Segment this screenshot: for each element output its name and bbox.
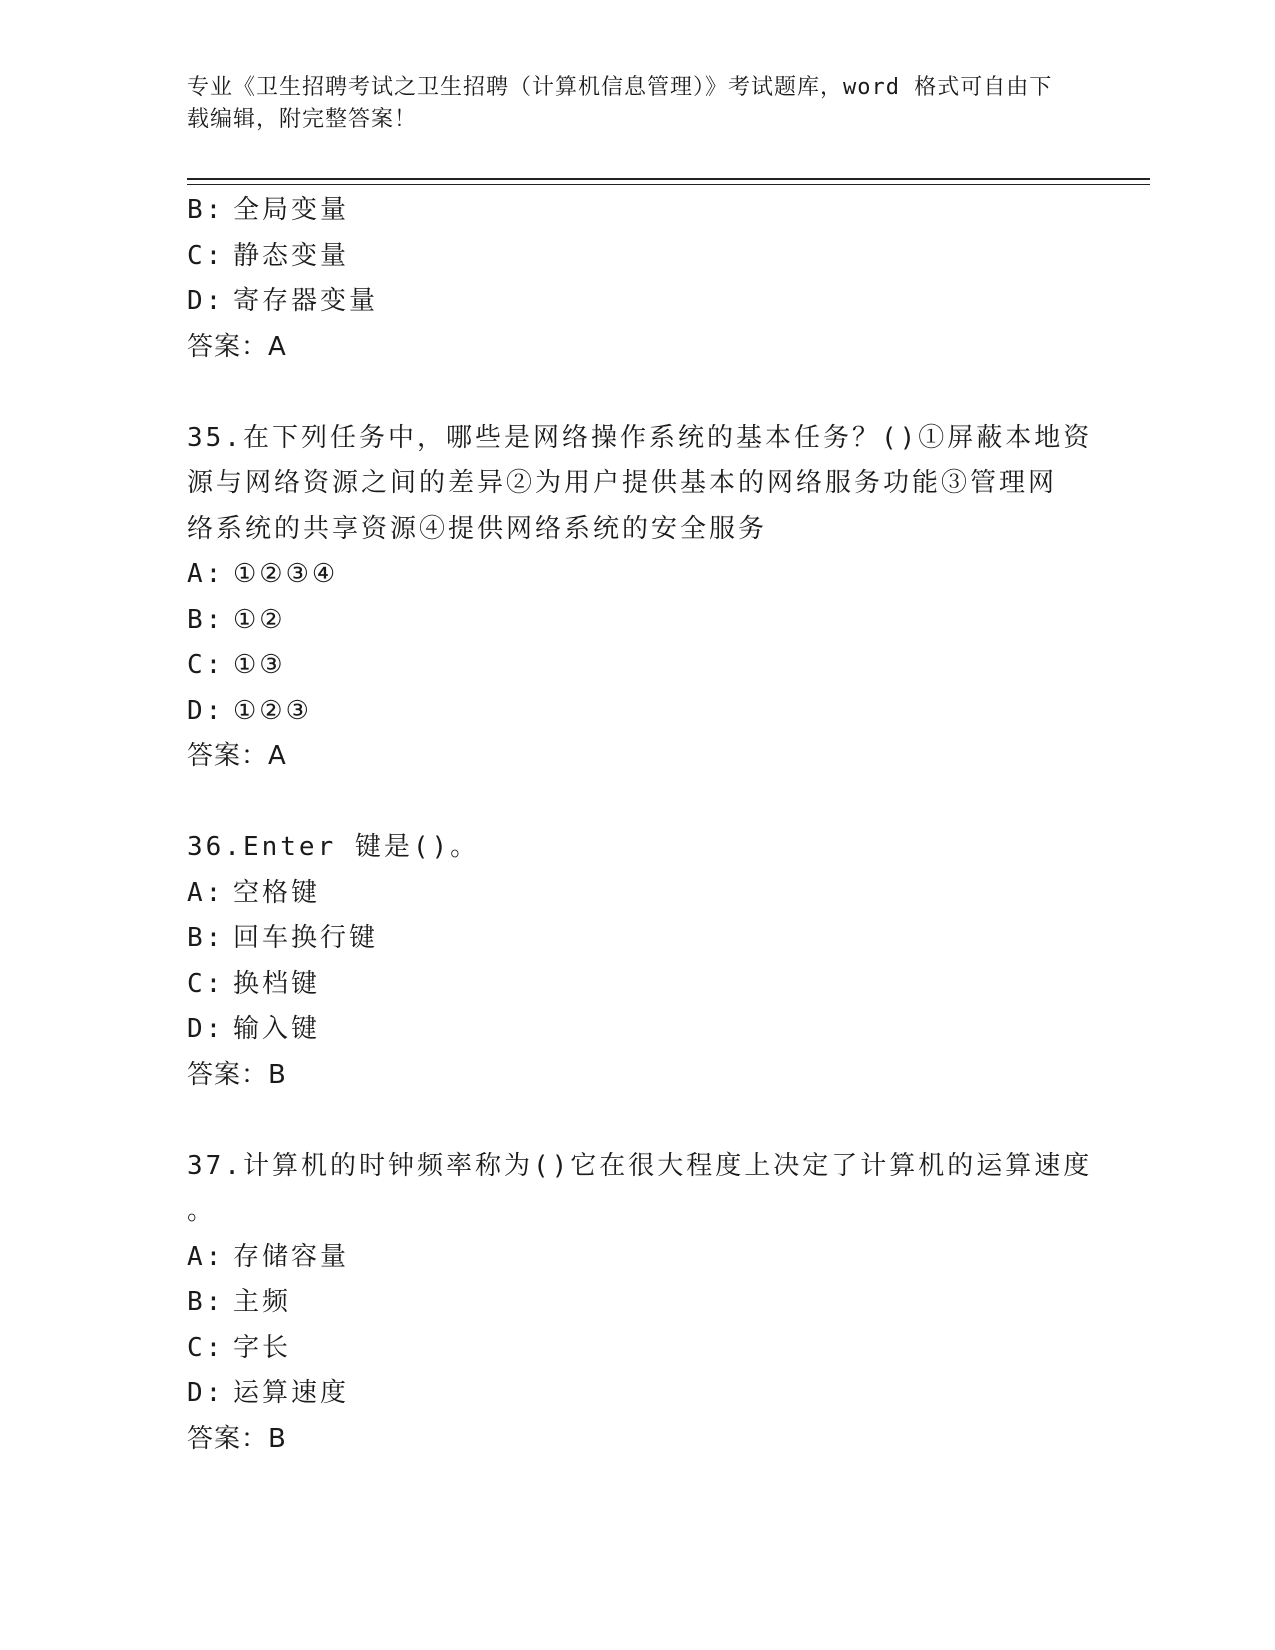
option-b: B: ①② bbox=[187, 604, 286, 635]
answer-label: 答案：B bbox=[187, 1059, 287, 1090]
question-text-line: 络系统的共享资源④提供网络系统的安全服务 bbox=[187, 513, 768, 544]
option-d: D: 寄存器变量 bbox=[187, 286, 379, 316]
option-b: B: 全局变量 bbox=[187, 195, 350, 225]
option-b: B: 回车换行键 bbox=[187, 923, 379, 953]
option-c: C: 字长 bbox=[187, 1332, 292, 1363]
question-text-line: 35.在下列任务中，哪些是网络操作系统的基本任务？()①屏蔽本地资 bbox=[187, 422, 1093, 453]
option-c: C: 静态变量 bbox=[187, 240, 350, 271]
document-header bbox=[187, 72, 1067, 136]
question-text-line: 37.计算机的时钟频率称为()它在很大程度上决定了计算机的运算速度 bbox=[187, 1150, 1093, 1181]
question-block-35 bbox=[187, 416, 1093, 780]
question-text-line: 。 bbox=[187, 1196, 217, 1226]
option-c: C: ①③ bbox=[187, 650, 286, 680]
answer-label: 答案：A bbox=[187, 331, 287, 362]
question-text-line: 源与网络资源之间的差异②为用户提供基本的网络服务功能③管理网 bbox=[187, 468, 1058, 498]
answer-label: 答案：A bbox=[187, 741, 287, 771]
answer-label: 答案：B bbox=[187, 1423, 287, 1454]
option-b: B: 主频 bbox=[187, 1287, 292, 1317]
header-divider-thick bbox=[187, 178, 1150, 180]
header-text: 专业《卫生招聘考试之卫生招聘（计算机信息管理）》考试题库，word 格式可自由下载编辑，附完整答案！ bbox=[187, 75, 1053, 132]
option-d: D: ①②③ bbox=[187, 695, 312, 726]
question-block-37 bbox=[187, 1144, 1093, 1463]
option-a: A: 存储容量 bbox=[187, 1241, 350, 1272]
option-a: A: ①②③④ bbox=[187, 559, 339, 589]
question-block-36 bbox=[187, 825, 1087, 1098]
question-text-line: 36.Enter 键是()。 bbox=[187, 832, 480, 862]
option-c: C: 换档键 bbox=[187, 968, 321, 999]
option-d: D: 运算速度 bbox=[187, 1378, 350, 1408]
question-block-34 bbox=[187, 188, 1087, 370]
question-list bbox=[187, 188, 1093, 1462]
option-d: D: 输入键 bbox=[187, 1014, 321, 1044]
header-divider-thin bbox=[187, 184, 1150, 185]
option-a: A: 空格键 bbox=[187, 877, 321, 908]
